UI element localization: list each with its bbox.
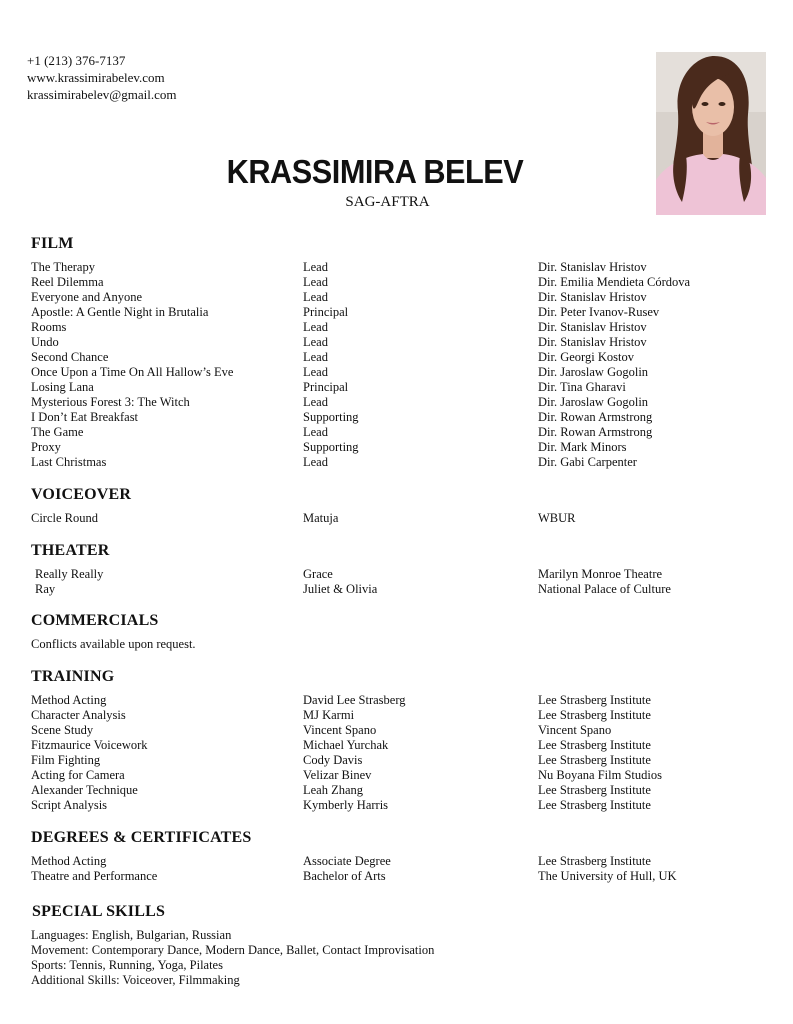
credit-title: Undo <box>31 335 59 349</box>
credit-title: Second Chance <box>31 350 109 364</box>
credit-row <box>31 798 761 813</box>
degrees-list <box>31 854 761 884</box>
credit-source: Marilyn Monroe Theatre <box>538 567 663 581</box>
credit-row <box>31 753 761 768</box>
credit-role: Lead <box>303 365 328 379</box>
credit-title: Method Acting <box>31 693 107 707</box>
credit-role: MJ Karmi <box>303 708 355 722</box>
section-title-commercials: COMMERCIALS <box>31 612 159 629</box>
credit-title: Losing Lana <box>31 380 94 394</box>
credit-title: Alexander Technique <box>31 783 138 797</box>
section-title-training: TRAINING <box>31 668 115 685</box>
union-affiliation: SAG-AFTRA <box>345 194 430 210</box>
credit-source: Dir. Stanislav Hristov <box>538 290 647 304</box>
credit-row <box>31 425 761 440</box>
credit-role: Kymberly Harris <box>303 798 389 812</box>
credit-title: Proxy <box>31 440 61 454</box>
credit-title: Reel Dilemma <box>31 275 104 289</box>
credit-row <box>31 290 761 305</box>
credit-source: Lee Strasberg Institute <box>538 738 651 752</box>
theater-section <box>31 541 761 597</box>
credit-title: Film Fighting <box>31 753 101 767</box>
credit-row <box>31 410 761 425</box>
credit-title: Once Upon a Time On All Hallow’s Eve <box>31 365 234 379</box>
section-title-degrees: DEGREES & CERTIFICATES <box>31 829 252 846</box>
credit-source: Lee Strasberg Institute <box>538 854 651 868</box>
credit-title: Mysterious Forest 3: The Witch <box>31 395 190 409</box>
credit-source: Dir. Peter Ivanov-Rusev <box>538 305 660 319</box>
credit-source: National Palace of Culture <box>538 582 671 596</box>
credit-row <box>31 320 761 335</box>
skills-section <box>31 902 761 988</box>
credit-role: Juliet & Olivia <box>303 582 378 596</box>
credit-role: Vincent Spano <box>303 723 377 737</box>
credit-title: Method Acting <box>31 854 107 868</box>
section-title-skills: SPECIAL SKILLS <box>32 903 166 920</box>
credit-role: Leah Zhang <box>303 783 364 797</box>
section-title-theater: THEATER <box>31 542 110 559</box>
credit-source: Dir. Georgi Kostov <box>538 350 634 364</box>
credit-source: Lee Strasberg Institute <box>538 783 651 797</box>
credit-title: The Therapy <box>31 260 95 274</box>
credit-role: Michael Yurchak <box>303 738 389 752</box>
credit-source: Dir. Stanislav Hristov <box>538 260 647 274</box>
credit-row <box>31 738 761 753</box>
credit-role: Grace <box>303 567 333 581</box>
credit-source: Dir. Mark Minors <box>538 440 627 454</box>
credit-title: Theatre and Performance <box>31 869 158 883</box>
credit-row <box>31 708 761 723</box>
credit-row <box>31 582 761 597</box>
credit-row <box>31 869 761 884</box>
credit-role: Lead <box>303 260 328 274</box>
credit-row <box>31 783 761 798</box>
credit-role: Principal <box>303 305 349 319</box>
credit-role: Lead <box>303 290 328 304</box>
skill-line: Additional Skills: Voiceover, Filmmaking <box>31 973 240 987</box>
phone-number: +1 (213) 376-7137 <box>27 53 126 68</box>
credit-source: Dir. Jaroslaw Gogolin <box>538 395 649 409</box>
credit-source: Dir. Rowan Armstrong <box>538 425 653 439</box>
credit-row <box>31 350 761 365</box>
credit-source: Dir. Rowan Armstrong <box>538 410 653 424</box>
credit-row <box>31 854 761 869</box>
credit-role: David Lee Strasberg <box>303 693 406 707</box>
credit-title: Last Christmas <box>31 455 107 469</box>
contact-block <box>27 52 177 103</box>
skill-line: Sports: Tennis, Running, Yoga, Pilates <box>31 958 223 972</box>
credit-row <box>31 693 761 708</box>
website-url: www.krassimirabelev.com <box>27 70 165 85</box>
credit-role: Supporting <box>303 440 359 454</box>
credit-source: Vincent Spano <box>538 723 612 737</box>
skill-line: Movement: Contemporary Dance, Modern Dance, Ballet, Contact Improvisation <box>31 943 435 957</box>
credit-source: WBUR <box>538 511 576 525</box>
credit-role: Lead <box>303 335 328 349</box>
section-title-voiceover: VOICEOVER <box>31 486 132 503</box>
credit-source: Lee Strasberg Institute <box>538 708 651 722</box>
credit-title: Character Analysis <box>31 708 126 722</box>
training-list <box>31 693 761 813</box>
credit-row <box>31 768 761 783</box>
credit-role: Associate Degree <box>303 854 391 868</box>
credit-title: Acting for Camera <box>31 768 125 782</box>
actor-name: KRASSIMIRA BELEV <box>226 153 524 190</box>
credit-row <box>31 440 761 455</box>
voiceover-section <box>31 485 761 526</box>
credit-role: Principal <box>303 380 349 394</box>
credit-source: Dir. Emilia Mendieta Córdova <box>538 275 691 289</box>
credit-source: Dir. Stanislav Hristov <box>538 335 647 349</box>
credit-row <box>31 275 761 290</box>
credit-title: Fitzmaurice Voicework <box>31 738 148 752</box>
voiceover-credits <box>31 511 761 526</box>
credit-row <box>31 380 761 395</box>
credit-title: Rooms <box>31 320 67 334</box>
degrees-section <box>31 828 761 884</box>
credit-source: The University of Hull, UK <box>538 869 677 883</box>
email-address: krassimirabelev@gmail.com <box>27 87 177 102</box>
credit-source: Dir. Jaroslaw Gogolin <box>538 365 649 379</box>
credit-title: Ray <box>35 582 56 596</box>
commercials-section <box>31 611 761 652</box>
credit-row <box>31 260 761 275</box>
credit-row <box>31 305 761 320</box>
credit-title: The Game <box>31 425 84 439</box>
credit-source: Lee Strasberg Institute <box>538 798 651 812</box>
credit-source: Dir. Stanislav Hristov <box>538 320 647 334</box>
credit-role: Supporting <box>303 410 359 424</box>
credit-role: Lead <box>303 425 328 439</box>
theater-credits <box>31 567 761 597</box>
credit-title: Really Really <box>35 567 104 581</box>
credit-role: Matuja <box>303 511 339 525</box>
credit-role: Lead <box>303 275 328 289</box>
credit-row <box>31 335 761 350</box>
credit-role: Lead <box>303 350 328 364</box>
credit-row <box>31 395 761 410</box>
credit-row <box>31 567 761 582</box>
credit-row <box>31 365 761 380</box>
credit-title: I Don’t Eat Breakfast <box>31 410 139 424</box>
credit-role: Lead <box>303 320 328 334</box>
film-section <box>31 234 761 470</box>
credit-source: Dir. Gabi Carpenter <box>538 455 637 469</box>
film-credits <box>31 260 761 470</box>
credit-source: Dir. Tina Gharavi <box>538 380 626 394</box>
credit-row <box>31 511 761 526</box>
credit-role: Cody Davis <box>303 753 363 767</box>
credit-source: Nu Boyana Film Studios <box>538 768 662 782</box>
credit-title: Everyone and Anyone <box>31 290 143 304</box>
credit-title: Script Analysis <box>31 798 108 812</box>
credit-source: Lee Strasberg Institute <box>538 693 651 707</box>
skill-line: Languages: English, Bulgarian, Russian <box>31 928 232 942</box>
training-section <box>31 667 761 813</box>
credit-role: Velizar Binev <box>303 768 372 782</box>
credit-role: Lead <box>303 395 328 409</box>
credit-role: Lead <box>303 455 328 469</box>
commercials-note: Conflicts available upon request. <box>31 637 196 651</box>
credit-source: Lee Strasberg Institute <box>538 753 651 767</box>
credit-role: Bachelor of Arts <box>303 869 386 883</box>
credit-row <box>31 723 761 738</box>
credit-row <box>31 455 761 470</box>
credit-title: Scene Study <box>31 723 94 737</box>
credit-title: Circle Round <box>31 511 99 525</box>
credit-title: Apostle: A Gentle Night in Brutalia <box>31 305 209 319</box>
section-title-film: FILM <box>31 235 74 252</box>
